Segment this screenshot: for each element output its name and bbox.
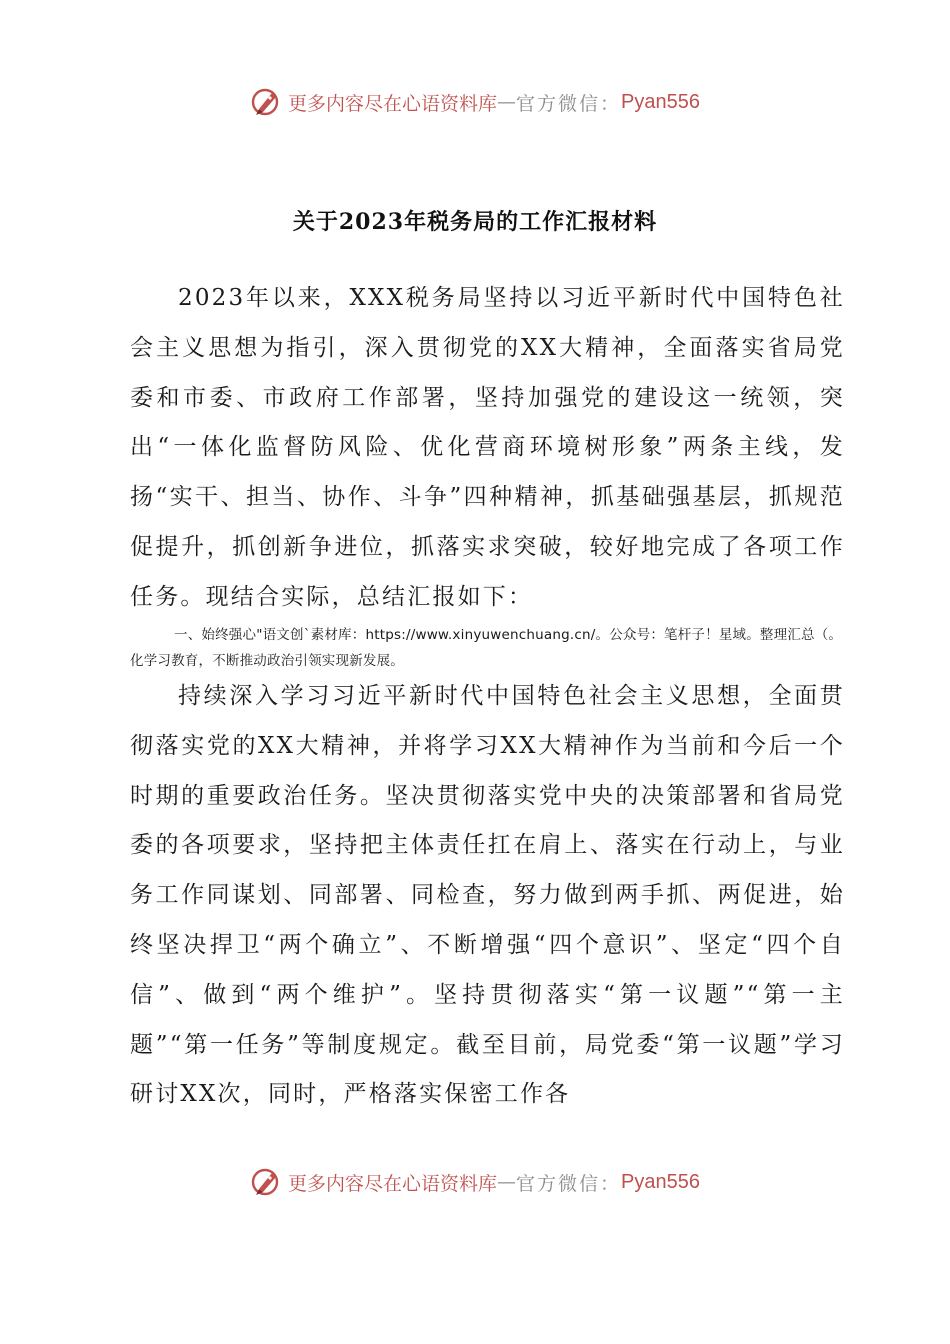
body-paragraph: 持续深入学习习近平新时代中国特色社会主义思想，全面贯彻落实党的XX大精神，并将学习XX大精神作为当前和今后一个时期的重要政治任务。坚决贯彻落实党中央的决策部署和省局党委的各项要求，坚持把主体责任扛在肩上、落实在行动上，与业务工作同谋划、同部署、同检查，努力做到两手抓、两促进，始终坚决捍卫“两个确立”、不断增强“四个意识”、坚定“四个自信”、做到“两个维护”。坚持贯彻落实“第一议题”“第一主题”“第一任务”等制度规定。截至目前，局党委“第一议题”学习研讨XX次，同时，严格落实保密工作各 (130, 683, 845, 1108)
banner-wechat-id: Pyan556 (621, 90, 700, 113)
intro-paragraph: 2023年以来，XXX税务局坚持以习近平新时代中国特色社会主义思想为指引，深入贯彻党的XX大精神，全面落实省局党委和市委、市政府工作部署，坚持加强党的建设这一统领，突出“一体化监督防风险、优化营商环境树形象”两条主线，发扬“实干、担当、协作、斗争”四种精神，抓基础强基层，抓规范促提升，抓创新争进位，抓落实求突破，较好地完成了各项工作任务。现结合实际，总结汇报如下： (130, 285, 845, 610)
footer-watermark-banner (0, 1162, 950, 1202)
pen-nib-logo-icon (250, 1165, 284, 1199)
document-title: 关于2023年税务局的工作汇报材料 (292, 209, 658, 235)
banner-official-label: 官方微信： (516, 92, 622, 115)
banner-official-label: 官方微信： (516, 1172, 622, 1195)
banner-wechat-id: Pyan556 (621, 1170, 700, 1193)
banner-brand-text: 更多内容尽在心语资料库 (288, 92, 498, 115)
pen-nib-logo-icon (250, 85, 284, 119)
header-watermark-banner (0, 82, 950, 122)
banner-dash: — (497, 91, 517, 113)
banner-brand-text: 更多内容尽在心语资料库 (288, 1172, 498, 1195)
section-heading-note: 一、始终强心"语文创`素材库：https://www.xinyuwenchuang.cn/。公众号：笔杆子！星域。整理汇总（。化学习教育，不断推动政治引领实现新发展。 (130, 627, 843, 669)
banner-dash: — (497, 1171, 517, 1193)
